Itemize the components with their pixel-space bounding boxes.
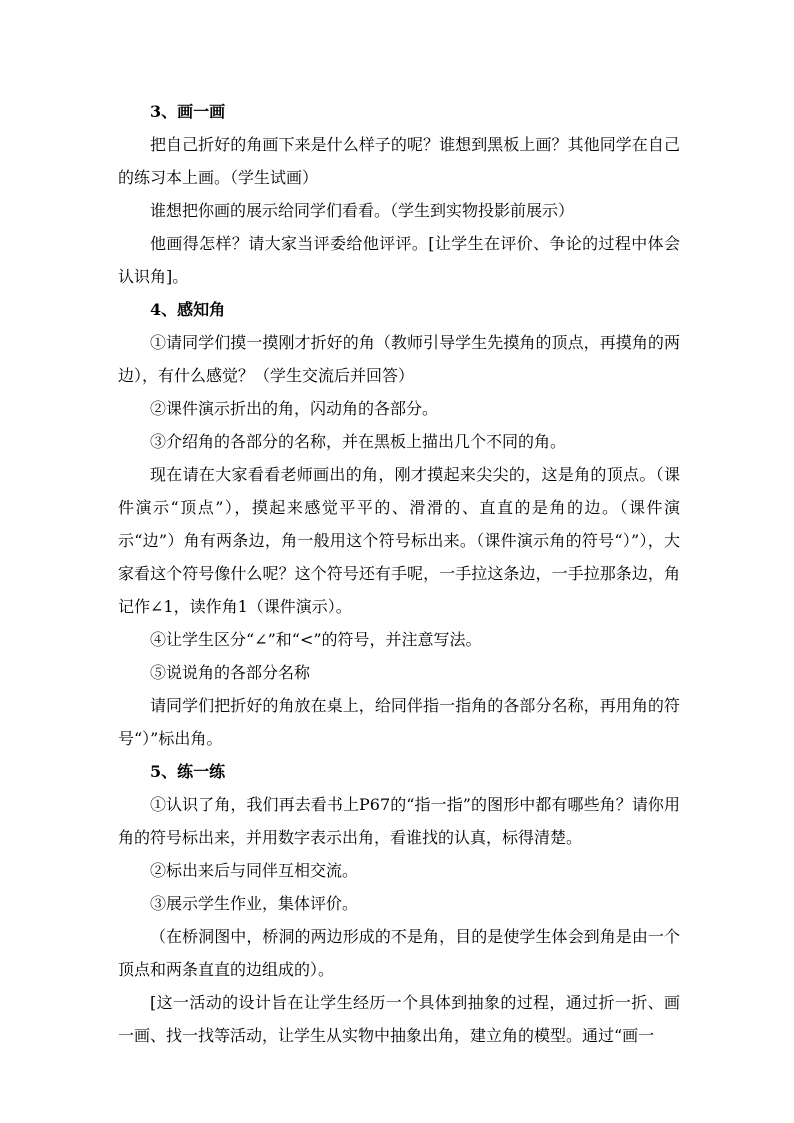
section-heading-perceive-angle: 4、感知角 bbox=[150, 300, 226, 319]
paragraph: 谁想把你画的展示给同学们看看。（学生到实物投影前展示） bbox=[150, 201, 575, 220]
paragraph: [这一活动的设计旨在让学生经历一个具体到抽象的过程，通过折一折、画一画、找一找等活动，让学生从实物中抽象出角，建立角的模型。通过“画一 bbox=[118, 993, 680, 1045]
paragraph: ⑤说说角的各部分名称 bbox=[150, 663, 311, 682]
paragraph: ③介绍角的各部分的名称，并在黑板上描出几个不同的角。 bbox=[150, 432, 567, 451]
paragraph: ③展示学生作业，集体评价。 bbox=[150, 894, 359, 913]
paragraph: 现在请在大家看看老师画出的角，刚才摸起来尖尖的，这是角的顶点。（课件演示“顶点”），摸起来感觉平平的、滑滑的、直直的是角的边。（课件演示“边”）角有两条边，角一般用这个符号标出来。（课件演示角的符号“）”），大家看这个符号像什么呢？这个符号还有手呢，一手拉这条边，一手拉那条边，角记作∠1，读作角1（课件演示）。 bbox=[118, 465, 680, 616]
section-heading-draw: 3、画一画 bbox=[150, 102, 226, 121]
paragraph: 他画得怎样？请大家当评委给他评评。[让学生在评价、争论的过程中体会认识角]。 bbox=[118, 234, 680, 286]
paragraph: ②课件演示折出的角，闪动角的各部分。 bbox=[150, 399, 439, 418]
paragraph: ①认识了角，我们再去看书上P67的“指一指”的图形中都有哪些角？请你用角的符号标出来，并用数字表示出角，看谁找的认真，标得清楚。 bbox=[118, 795, 680, 847]
paragraph: ②标出来后与同伴互相交流。 bbox=[150, 861, 359, 880]
section-heading-practice: 5、练一练 bbox=[150, 762, 226, 781]
paragraph: 把自己折好的角画下来是什么样子的呢？谁想到黑板上画？其他同学在自己的练习本上画。（学生试画） bbox=[118, 135, 680, 187]
paragraph: （在桥洞图中，桥洞的两边形成的不是角，目的是使学生体会到角是由一个顶点和两条直直的边组成的）。 bbox=[118, 927, 680, 979]
document-body bbox=[118, 95, 680, 1052]
paragraph: ④让学生区分“∠”和“<”的符号，并注意写法。 bbox=[150, 630, 482, 649]
paragraph: ①请同学们摸一摸刚才折好的角（教师引导学生先摸角的顶点，再摸角的两边），有什么感觉？（学生交流后并回答） bbox=[118, 333, 680, 385]
paragraph: 请同学们把折好的角放在桌上，给同伴指一指角的各部分名称，再用角的符号“）”标出角。 bbox=[118, 696, 680, 748]
